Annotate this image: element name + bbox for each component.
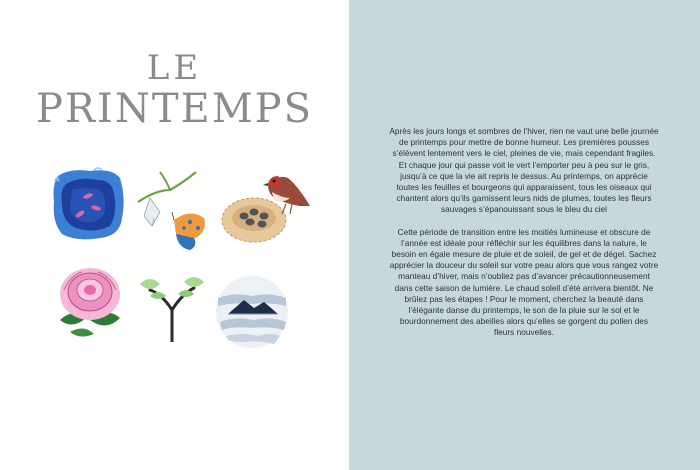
page-title-printemps: PRINTEMPS [36, 86, 313, 132]
peony-flower-illustration [50, 260, 130, 342]
paragraph-2: Cette période de transition entre les moitiés lumineuse et obscure de l’année est idéale pour réfléchir sur les équilibres dans la nature, le besoin en égale mesure de pluie et de soleil, de gel et de dégel. Sachez apprécier la douceur du soleil sur votre peau alors que vous rangez votre manteau d’hiver, mais n’oubliez pas d’avancer précautionneusement dans cette saison de lumière. Le chaud soleil d’été arrivera bientôt. Ne brûlez pas les étapes ! Pour le moment, cherchez la beauté dans l’élégante danse du printemps, le son de la pluie sur le sol et le bourdonnement des abeilles alors qu’elles se gorgent du pollen des fleurs nouvelles. [389, 226, 659, 338]
left-page [0, 0, 349, 470]
right-page [349, 0, 700, 470]
pond-with-fish-illustration [50, 166, 126, 242]
butterfly-and-chrysalis-illustration [136, 168, 210, 254]
seedling-sprout-illustration [136, 270, 208, 342]
paragraph-1: Après les jours longs et sombres de l’hiver, rien ne vaut une belle journée de printemps pour mettre de bonne humeur. Les premières pousses s’élèvent lentement vers le ciel, pleines de vie, mais cependant fragiles. Et chaque jour qui passe voit le vert l’emporter peu à peu sur le gris, jusqu’à ce que la vie ait repris le dessus. Au printemps, on apprécie toutes les feuilles et bourgeons qui apparaissent, tous les oiseaux qui chantent alors qu’ils garnissent leurs nids de plumes, toutes les fleurs sauvages s’épanouissant sous le bleu du ciel [389, 126, 659, 215]
sparrow-and-nest-illustration [212, 170, 316, 250]
page-title-le: LE [146, 48, 203, 88]
misty-island-illustration [214, 274, 290, 350]
body-text [389, 126, 659, 350]
